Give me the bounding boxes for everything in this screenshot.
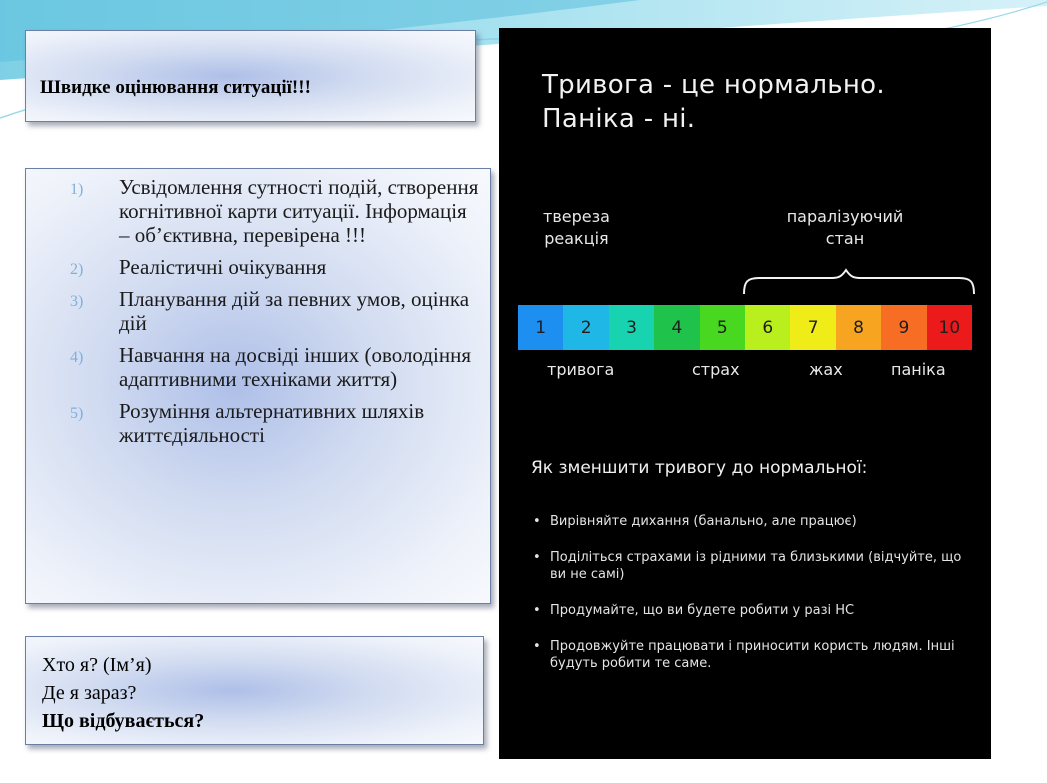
scale-cell-4: 4	[654, 305, 699, 350]
tip-item	[533, 638, 973, 672]
item-text: Усвідомлення сутності подій, створення когнітивної карти ситуації. Інформація – об’єктивна, перевірена !!!	[119, 175, 479, 247]
item-number: 1)	[70, 181, 84, 198]
scale-cell-10: 10	[927, 305, 972, 350]
item-number: 3)	[70, 293, 84, 310]
questions-box	[25, 636, 484, 745]
tip-item	[533, 513, 973, 530]
tips-heading: Як зменшити тривогу до нормальної:	[531, 458, 868, 478]
scale-cell-6: 6	[745, 305, 790, 350]
scale-cell-3: 3	[609, 305, 654, 350]
scale-label-fear: страх	[692, 360, 740, 379]
list-item	[26, 175, 490, 247]
title-box	[25, 30, 476, 122]
scale-cell-8: 8	[836, 305, 881, 350]
tip-text: Продовжуйте працювати і приносити користь людям. Інші будуть робити те саме.	[550, 639, 955, 671]
item-number: 4)	[70, 349, 84, 366]
bracket-brace	[739, 264, 979, 296]
tip-item	[533, 602, 973, 619]
scale-label-horror: жах	[809, 360, 843, 379]
tip-text: Поділіться страхами із рідними та близькими (відчуйте, що ви не самі)	[550, 550, 962, 582]
list-item	[26, 287, 490, 335]
scale-cell-1: 1	[518, 305, 563, 350]
scale-cell-5: 5	[700, 305, 745, 350]
tip-text: Продумайте, що ви будете робити у разі НС	[550, 603, 855, 618]
scale-cell-2: 2	[563, 305, 608, 350]
scale-cell-9: 9	[881, 305, 926, 350]
question-where: Де я зараз?	[42, 682, 137, 704]
bullet-icon: •	[533, 514, 541, 529]
label-sober-reaction: твереза реакція	[543, 207, 610, 248]
anxiety-scale-bar	[518, 305, 972, 350]
steps-box	[25, 168, 491, 604]
scale-cell-7: 7	[790, 305, 835, 350]
scale-label-anxiety: тривога	[547, 360, 615, 379]
label-paralyzing-state: паралізуючий стан	[786, 207, 904, 248]
item-text: Навчання на досвіді інших (оволодіння адаптивними техніками життя)	[119, 343, 471, 391]
item-text: Реалістичні очікування	[119, 255, 327, 279]
slide-title: Швидке оцінювання ситуації!!!	[40, 77, 311, 98]
item-text: Планування дій за певних умов, оцінка дій	[119, 287, 470, 335]
question-who: Хто я? (Ім’я)	[42, 654, 152, 676]
item-number: 2)	[70, 261, 84, 278]
anxiety-scale-panel	[499, 28, 991, 759]
list-item	[26, 399, 490, 447]
list-item	[26, 343, 490, 391]
panel-heading-line2: Паніка - ні.	[542, 104, 696, 134]
tip-item	[533, 549, 973, 583]
question-what: Що відбувається?	[42, 710, 205, 732]
list-item	[26, 255, 490, 279]
scale-label-panic: паніка	[891, 360, 946, 379]
bullet-icon: •	[533, 639, 541, 654]
item-number: 5)	[70, 405, 84, 422]
tips-list	[533, 513, 973, 691]
bullet-icon: •	[533, 603, 541, 618]
steps-list	[26, 175, 490, 455]
bullet-icon: •	[533, 550, 541, 565]
panel-heading-line1: Тривога - це нормально.	[542, 70, 885, 100]
item-text: Розуміння альтернативних шляхів життєдіяльності	[119, 399, 425, 447]
tip-text: Вирівняйте дихання (банально, але працює)	[550, 514, 857, 529]
